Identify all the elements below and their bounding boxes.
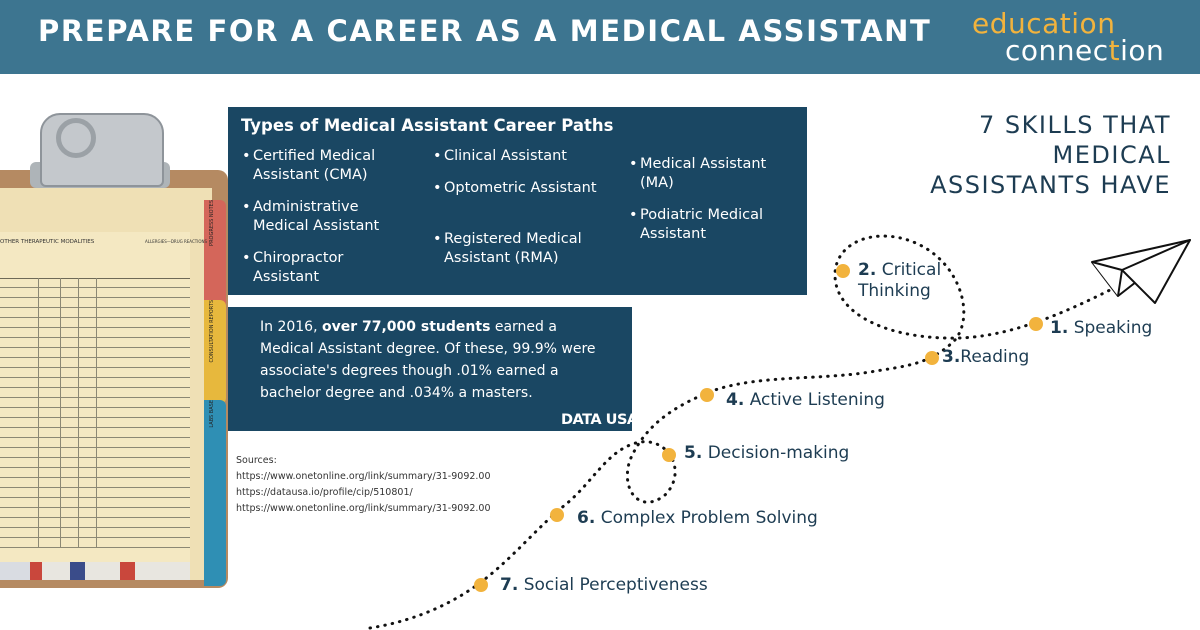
statistics-text: In 2016, over 77,000 students earned a Medical Assistant degree. Of these, 99.9% were associate's degrees though .01% earned a bachelor degree and .034% a masters. [260,319,596,401]
skill-marker-dot [474,578,488,592]
skill-reading: 3.Reading [942,347,1030,367]
dotted-flight-path [370,236,1110,628]
career-path-item: • Certified Medical Assistant (CMA) [242,148,376,183]
skill-marker-dot [550,508,564,522]
career-path-item: • Chiropractor Assistant [242,250,344,285]
folder-tab-consultation-reports: CONSULTATION REPORTS [204,300,226,404]
folder-tab-labs: LABS BASE [204,400,226,586]
form-allergies-text: ALLERGIES—DRUG REACTIONS [145,239,208,244]
form-heading-text: OTHER THERAPEUTIC MODALITIES [0,239,95,245]
career-paths-title: Types of Medical Assistant Career Paths [241,116,614,135]
career-path-item: • Clinical Assistant [433,148,567,164]
skill-marker-dot [700,388,714,402]
statistics-highlight: over 77,000 students [321,319,491,335]
skill-marker-dot [925,351,939,365]
skill-speaking: 1. Speaking [1050,318,1153,338]
career-path-item: • Medical Assistant (MA) [629,156,767,191]
career-path-item: • Podiatric Medical Assistant [629,207,764,242]
skill-marker-dot [662,448,676,462]
paper-plane-icon [1092,240,1190,303]
career-path-item: • Registered Medical Assistant (RMA) [433,231,582,266]
logo-line-2: connection [1005,34,1165,67]
skill-marker-dot [1029,317,1043,331]
skill-complex-problem-solving: 6. Complex Problem Solving [577,508,818,528]
source-link[interactable]: https://www.onetonline.org/link/summary/31-9092.00 [236,471,491,482]
logo-line-1: education [972,7,1116,40]
skill-social-perceptiveness: 7. Social Perceptiveness [500,575,708,595]
source-link[interactable]: https://www.onetonline.org/link/summary/31-9092.00 [236,503,491,514]
career-path-item: • Administrative Medical Assistant [242,199,380,234]
skill-marker-dot [836,264,850,278]
source-link[interactable]: https://datausa.io/profile/cip/510801/ [236,487,413,498]
data-usa-logo: DATA USA: [561,412,644,428]
sources-label: Sources: [236,455,277,466]
skill-critical-thinking: 2. Critical Thinking [858,260,942,301]
career-path-item: • Optometric Assistant [433,180,597,196]
skills-title: 7 SKILLS THAT MEDICAL ASSISTANTS HAVE [930,111,1171,199]
skill-decision-making: 5. Decision-making [684,443,850,463]
page-title: PREPARE FOR A CAREER AS A MEDICAL ASSISTANT [38,14,932,48]
folder-tab-progress-notes: PROGRESS NOTES [204,200,226,310]
skill-active-listening: 4. Active Listening [726,390,885,410]
